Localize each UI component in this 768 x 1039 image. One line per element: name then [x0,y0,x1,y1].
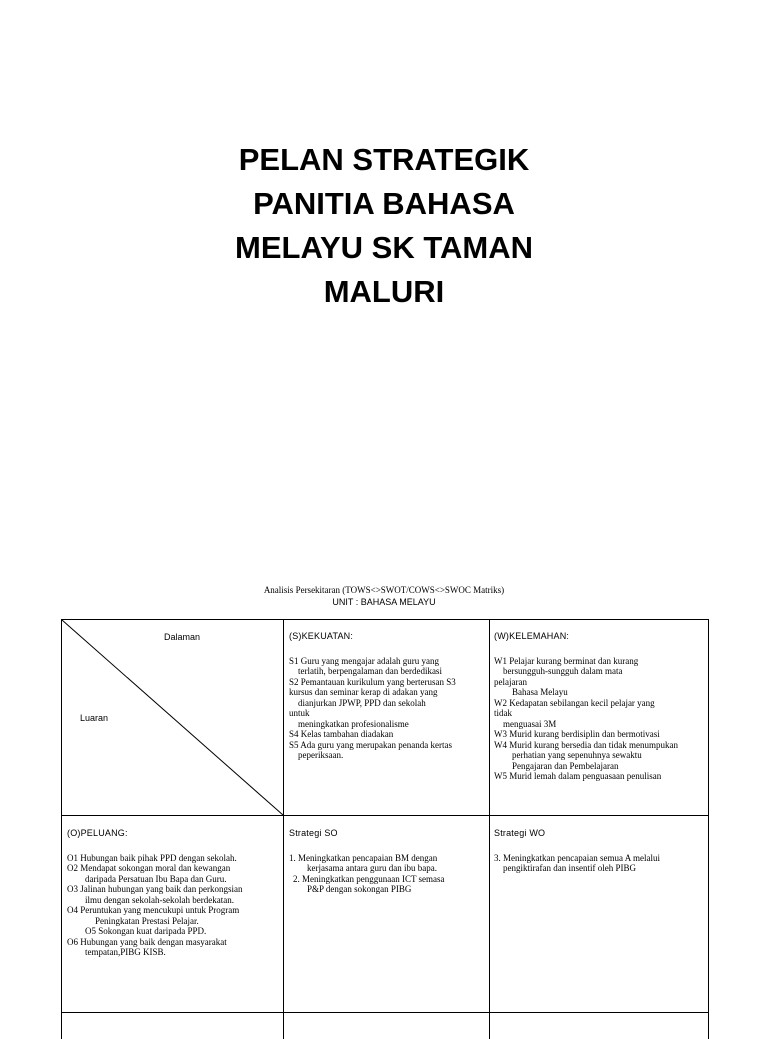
weaknesses-header: (W)KELEMAHAN: [494,631,570,641]
strategy-so-line: P&P dengan sokongan PIBG [307,884,412,894]
weaknesses-line: W3 Murid kurang berdisiplin dan bermotivasi [494,729,660,739]
corner-label-luaran: Luaran [80,713,109,723]
strategy-so-line: kerjasama antara guru dan ibu bapa. [307,863,437,873]
strengths-line: peperiksaan. [298,750,344,760]
analysis-caption: Analisis Persekitaran (TOWS<>SWOT/COWS<>SWOC Matriks) [263,585,505,595]
weaknesses-line: W5 Murid lemah dalam penguasaan penulisan [494,771,662,781]
opportunities-line: O1 Hubungan baik pihak PPD dengan sekolah. [67,852,237,863]
weaknesses-line: Bahasa Melayu [512,687,568,697]
strengths-line: S4 Kelas tambahan diadakan [289,729,394,739]
strategy-so-cell [289,828,487,895]
weaknesses-line: perhatian yang sepenuhnya sewaktu [512,750,642,760]
corner-label-dalaman: Dalaman [164,632,201,642]
strengths-line: meningkatkan profesionalisme [298,718,409,729]
opportunities-line: O2 Mendapat sokongan moral dan kewangan [67,863,231,873]
strengths-line: kursus dan seminar kerap di adakan yang [289,687,438,697]
strategy-so-header: Strategi SO [289,828,338,838]
strengths-header: (S)KEKUATAN: [289,631,354,641]
weaknesses-line: Pengajaran dan Pembelajaran [512,760,619,771]
opportunities-line: O4 Peruntukan yang mencukupi untuk Program [67,905,240,915]
weaknesses-line: W4 Murid kurang bersedia dan tidak menumpukan [494,739,678,750]
weaknesses-cell [494,631,706,782]
weaknesses-line: W2 Kedapatan sebilangan kecil pelajar yang [494,697,655,708]
opportunities-line: daripada Persatuan Ibu Bapa dan Guru. [85,873,227,884]
opportunities-line: Peningkatan Prestasi Pelajar. [95,915,199,926]
title-line-4: MALURI [323,274,445,309]
strategy-wo-header: Strategi WO [494,828,546,838]
table-row-divider-2 [61,1012,709,1013]
opportunities-line: ilmu dengan sekolah-sekolah berdekatan. [85,894,234,905]
opportunities-cell [67,828,281,958]
title-line-2: PANITIA BAHASA [253,186,515,221]
opportunities-header: (O)PELUANG: [67,828,128,838]
strategy-wo-line: pengiktirafan dan insentif oleh PIBG [503,863,636,873]
weaknesses-line: bersungguh-sungguh dalam mata [503,666,623,676]
strategy-so-line: 1. Meningkatkan pencapaian BM dengan [289,852,438,863]
opportunities-line: O3 Jalinan hubungan yang baik dan perkongsian [67,884,243,894]
document-title [0,138,768,314]
weaknesses-line: tidak [494,708,512,718]
title-line-3: MELAYU SK TAMAN [235,230,533,265]
swot-matrix-table [61,619,709,1039]
title-line-1: PELAN STRATEGIK [238,142,530,177]
unit-label: UNIT : BAHASA MELAYU [332,597,436,607]
opportunities-line: tempatan,PIBG KISB. [85,947,166,957]
weaknesses-line: pelajaran [494,676,527,687]
table-divider-2 [489,619,490,1039]
strategy-so-line: 2. Meningkatkan penggunaan ICT semasa [293,873,445,884]
weaknesses-line: menguasai 3M [503,718,557,729]
strengths-line: dianjurkan JPWP, PPD dan sekolah [298,697,426,708]
opportunities-line: O5 Sokongan kuat daripada PPD. [85,926,207,936]
table-border-right [708,619,709,1039]
weaknesses-line: W1 Pelajar kurang berminat dan kurang [494,655,639,666]
strengths-cell [289,631,487,761]
opportunities-line: O6 Hubungan yang baik dengan masyarakat [67,936,227,947]
strengths-line: S2 Pemantauan kurikulum yang berterusan S3 [289,676,456,687]
strategy-wo-line: 3. Meningkatkan pencapaian semua A melalui [494,852,660,863]
strengths-line: S1 Guru yang mengajar adalah guru yang [289,655,439,666]
strengths-line: S5 Ada guru yang merupakan penanda kertas [289,739,452,750]
strengths-line: untuk [289,708,310,718]
strategy-wo-cell [494,828,706,874]
strengths-line: terlatih, berpengalaman dan berdedikasi [298,666,442,676]
